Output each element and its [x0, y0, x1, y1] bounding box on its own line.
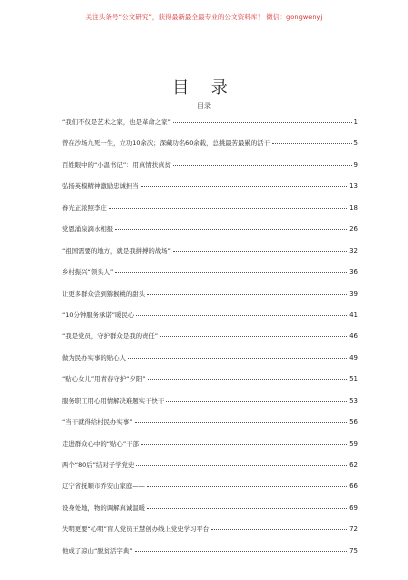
- toc-entry-page-number: 39: [349, 289, 358, 298]
- toc-entry[interactable]: [62, 224, 358, 245]
- toc-entry-title: “祖国需要的地方，就是我拼搏的战场”: [62, 246, 171, 255]
- toc-entry-title: 辽宁省抚顺市乔安山家庭——: [62, 482, 146, 491]
- toc-entry[interactable]: [62, 503, 358, 524]
- toc-entry[interactable]: [62, 267, 358, 288]
- toc-entry-title: “贴心女儿”用青春守护“夕阳”: [62, 375, 146, 384]
- toc-entry[interactable]: [62, 160, 358, 181]
- toc-entry-title: 失明更要“心明”盲人党员王慧创办线上党史学习平台: [62, 525, 210, 534]
- toc-dot-leader: [173, 251, 347, 252]
- toc-entry-title: 党恩涌泉滴水相报: [62, 225, 114, 234]
- toc-entry-page-number: 5: [353, 139, 358, 148]
- toc-dot-leader: [141, 186, 347, 187]
- toc-entry-page-number: 46: [349, 332, 358, 341]
- toc-entry[interactable]: [62, 138, 358, 159]
- toc-dot-leader: [147, 294, 347, 295]
- toc-dot-leader: [148, 379, 348, 380]
- toc-entry[interactable]: [62, 481, 358, 502]
- toc-entry[interactable]: [62, 353, 358, 374]
- toc-entry-page-number: 75: [349, 546, 358, 555]
- toc-dot-leader: [141, 444, 347, 445]
- toc-entry-page-number: 69: [349, 503, 358, 512]
- toc-dot-leader: [136, 465, 347, 466]
- toc-dot-leader: [115, 272, 347, 273]
- toc-dot-leader: [115, 229, 347, 230]
- toc-entry-page-number: 49: [349, 353, 358, 362]
- toc-entry-page-number: 41: [349, 310, 358, 319]
- toc-entry-page-number: 59: [349, 439, 358, 448]
- toc-entry[interactable]: [62, 289, 358, 310]
- toc-entry-title: 弘扬英模精神激励忠诚担当: [62, 182, 139, 191]
- toc-entry-page-number: 62: [349, 461, 358, 469]
- toc-entry[interactable]: [62, 374, 358, 395]
- toc-entry[interactable]: [62, 331, 358, 352]
- toc-entry[interactable]: [62, 181, 358, 202]
- toc-entry-page-number: 56: [349, 418, 358, 427]
- toc-entry-title: 两个“80后”结对子学党史: [62, 461, 135, 469]
- toc-dot-leader: [128, 358, 347, 359]
- toc-dot-leader: [147, 486, 347, 487]
- toc-entry-page-number: 18: [349, 203, 358, 212]
- toc-entry-page-number: 1: [353, 118, 358, 126]
- toc-dot-leader: [272, 143, 352, 144]
- toc-entry-page-number: 32: [349, 246, 358, 255]
- toc-entry-page-number: 26: [349, 225, 358, 234]
- toc-entry-page-number: 51: [349, 375, 358, 384]
- toc-entry-title: 百姓眼中的“小温书记”：用真情扶真贫: [62, 160, 171, 169]
- document-title: 目 录: [172, 78, 236, 98]
- toc-entry[interactable]: [62, 246, 358, 267]
- toc-entry-title: 做为民办实事的贴心人: [62, 353, 126, 362]
- toc-entry-title: 乡村振兴“领头人”: [62, 268, 114, 277]
- toc-entry-title: 设身处地，物的调解真诚温暖: [62, 503, 146, 512]
- toc-entry-page-number: 9: [353, 160, 358, 169]
- toc-entry-title: “我们不仅是艺术之家，也是革命之家”: [62, 118, 171, 126]
- toc-entry[interactable]: [62, 203, 358, 224]
- toc-entry[interactable]: [62, 460, 358, 481]
- toc-dot-leader: [173, 165, 352, 166]
- toc-entry[interactable]: [62, 117, 358, 138]
- toc-dot-leader: [160, 336, 347, 337]
- toc-entry[interactable]: [62, 524, 358, 545]
- toc-entry-title: 曾在沙场九死一生，立功10余次；深藏功名60余载，总挑最苦最累的活干: [62, 139, 270, 148]
- table-of-contents: [62, 117, 358, 567]
- toc-entry-page-number: 72: [349, 525, 358, 534]
- toc-dot-leader: [135, 422, 348, 423]
- toc-entry-title: 走进群众心中的“贴心”干部: [62, 439, 139, 448]
- toc-entry[interactable]: [62, 439, 358, 460]
- toc-entry-page-number: 13: [349, 182, 358, 191]
- toc-dot-leader: [136, 315, 347, 316]
- toc-entry-page-number: 36: [349, 268, 358, 277]
- toc-entry[interactable]: [62, 310, 358, 331]
- toc-dot-leader: [211, 529, 347, 530]
- toc-entry-page-number: 66: [349, 482, 358, 491]
- toc-dot-leader: [166, 401, 347, 402]
- header-note: 关注头条号“公文研究”，获得最新最全最专业的公文资料库！ 微信：gongwenyj: [85, 13, 323, 21]
- toc-dot-leader: [109, 208, 347, 209]
- toc-entry[interactable]: [62, 396, 358, 417]
- toc-entry-title: “10分钟服务承诺”暖民心: [62, 310, 135, 319]
- toc-heading: 目录: [197, 102, 211, 110]
- toc-dot-leader: [147, 508, 347, 509]
- toc-entry-title: 服务职工用心用情解决难题实干快干: [62, 396, 165, 405]
- toc-entry[interactable]: [62, 546, 358, 567]
- toc-dot-leader: [135, 551, 348, 552]
- toc-entry[interactable]: [62, 417, 358, 438]
- toc-entry-title: “当干就得给村民办实事”: [62, 418, 133, 427]
- toc-entry-title: 他成了凉山“脱贫活字典”: [62, 546, 133, 555]
- toc-entry-page-number: 53: [349, 396, 358, 405]
- toc-entry-title: 让更多群众尝到猕猴桃的甜头: [62, 289, 146, 298]
- toc-dot-leader: [173, 122, 352, 123]
- toc-entry-title: “我是党员，守护群众是我的责任”: [62, 332, 159, 341]
- toc-entry-title: 眷光正浓照李庄: [62, 203, 107, 212]
